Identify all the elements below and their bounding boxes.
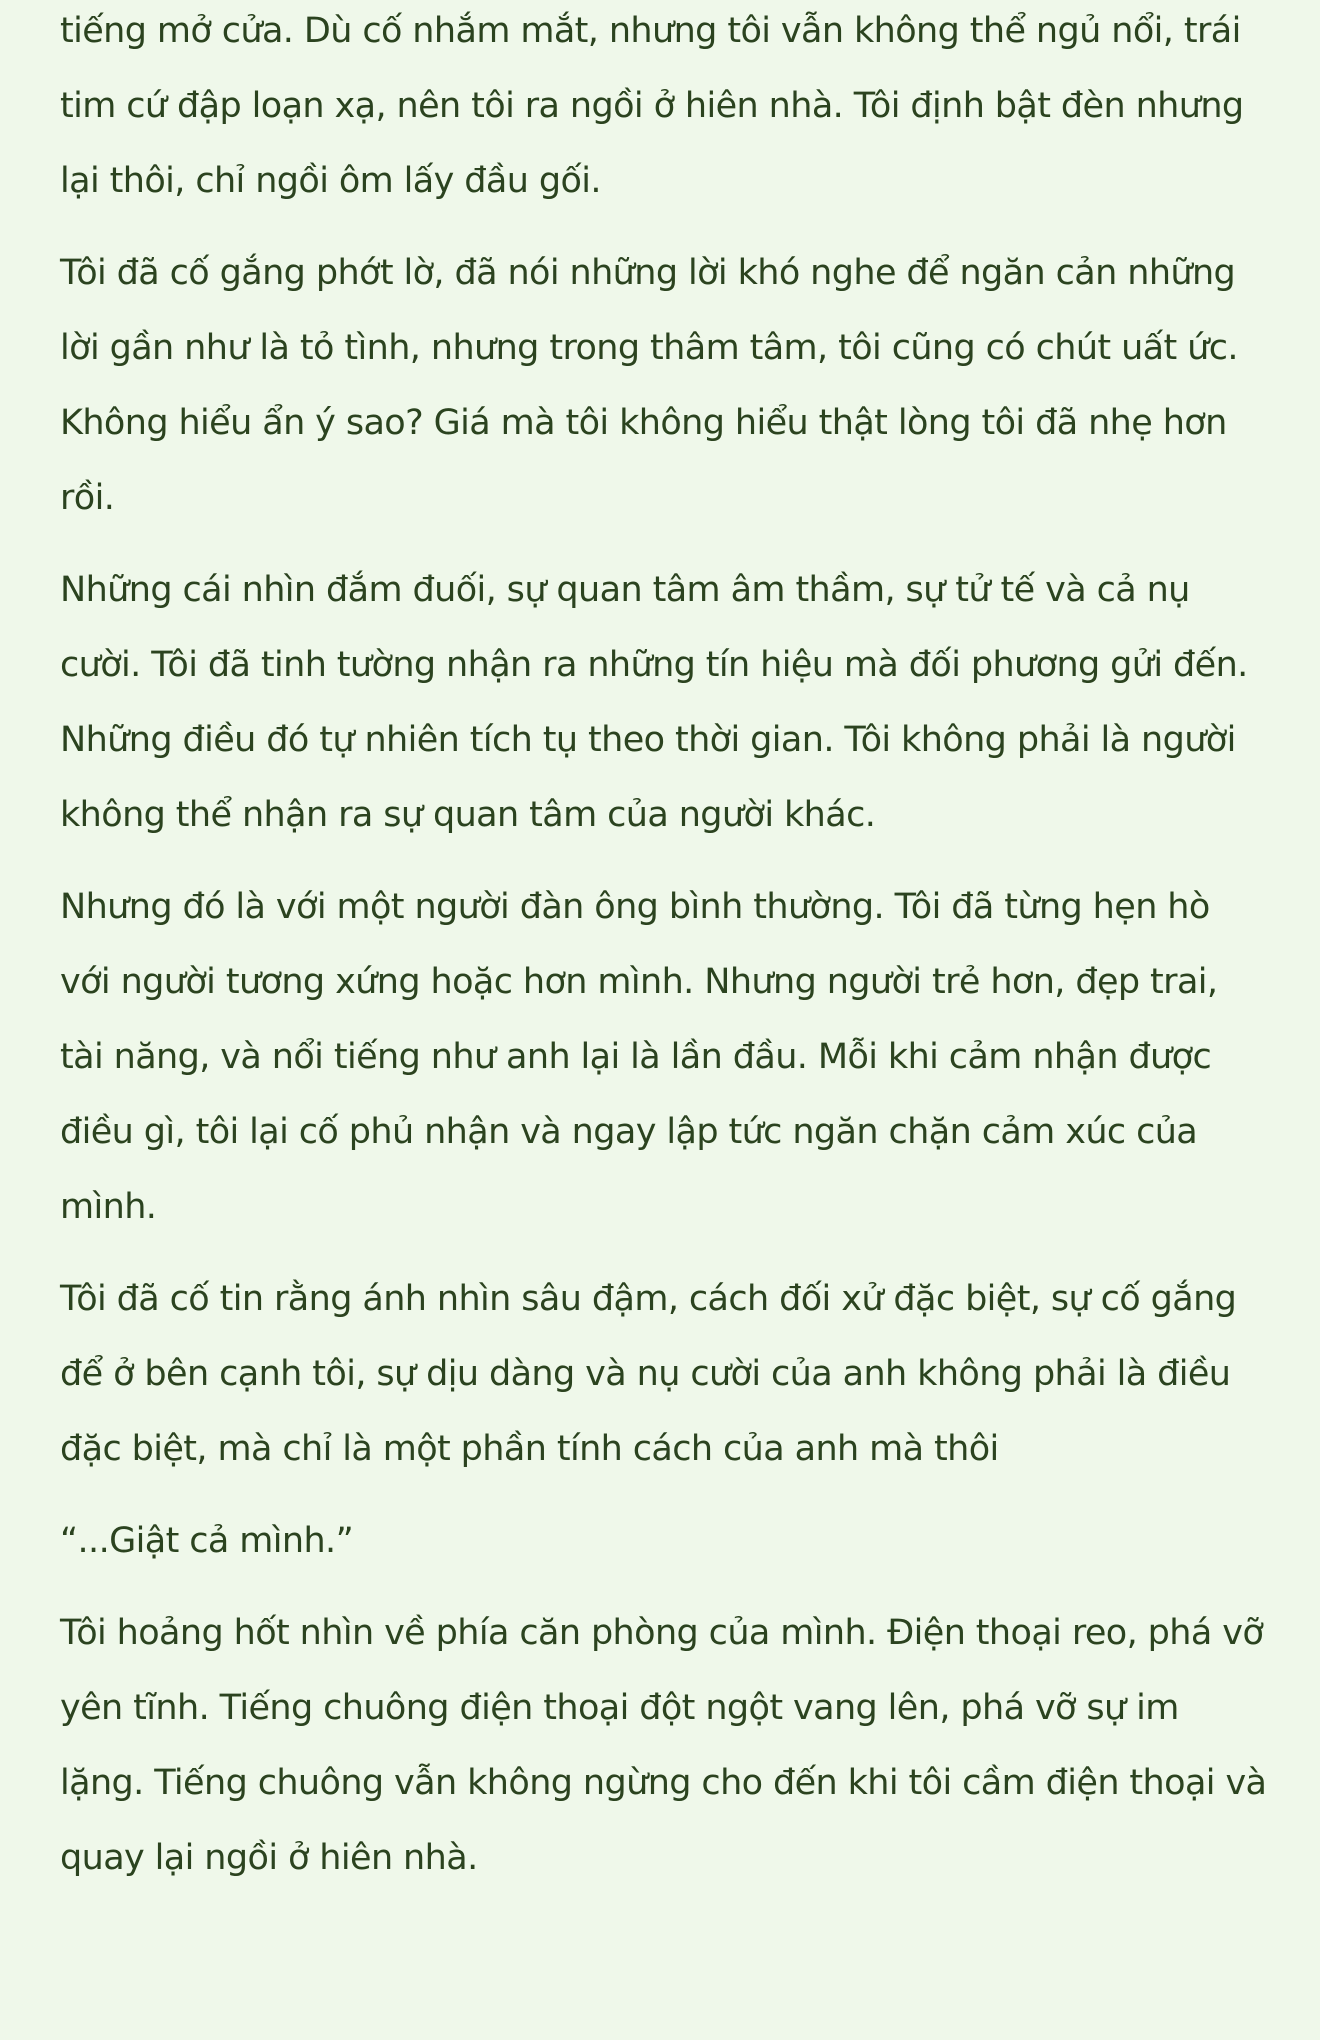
paragraph-7: Tôi hoảng hốt nhìn về phía căn phòng của mình. Điện thoại reo, phá vỡ yên tĩnh. Tiếng chuông điện thoại đột ngột vang lên, phá vỡ sự im lặng. Tiếng chuông vẫn không ngừng cho đến khi tôi cầm điện thoại và quay lại ngồi ở hiên nhà. [60, 1613, 1267, 1878]
paragraph-1: tiếng mở cửa. Dù cố nhắm mắt, nhưng tôi vẫn không thể ngủ nổi, trái tim cứ đập loạn xạ, nên tôi ra ngồi ở hiên nhà. Tôi định bật đèn nhưng lại thôi, chỉ ngồi ôm lấy đầu gối. [60, 11, 1244, 201]
paragraph-5: Tôi đã cố tin rằng ánh nhìn sâu đậm, cách đối xử đặc biệt, sự cố gắng để ở bên cạnh tôi, sự dịu dàng và nụ cười của anh không phải là điều đặc biệt, mà chỉ là một phần tính cách của anh mà thôi [60, 1279, 1237, 1469]
paragraph-2: Tôi đã cố gắng phớt lờ, đã nói những lời khó nghe để ngăn cản những lời gần như là tỏ tình, nhưng trong thâm tâm, tôi cũng có chút uất ức. Không hiểu ẩn ý sao? Giá mà tôi không hiểu thật lòng tôi đã nhẹ hơn rồi. [60, 253, 1238, 518]
paragraph-3: Những cái nhìn đắm đuối, sự quan tâm âm thầm, sự tử tế và cả nụ cười. Tôi đã tinh tường nhận ra những tín hiệu mà đối phương gửi đến. Những điều đó tự nhiên tích tụ theo thời gian. Tôi không phải là người không thể nhận ra sự quan tâm của người khác. [60, 570, 1248, 835]
paragraph-6-dialogue: “...Giật cả mình.” [60, 1521, 354, 1561]
paragraph-4: Nhưng đó là với một người đàn ông bình thường. Tôi đã từng hẹn hò với người tương xứng hoặc hơn mình. Nhưng người trẻ hơn, đẹp trai, tài năng, và nổi tiếng như anh lại là lần đầu. Mỗi khi cảm nhận được điều gì, tôi lại cố phủ nhận và ngay lập tức ngăn chặn cảm xúc của mình. [60, 887, 1218, 1227]
article-body [60, 0, 1270, 1913]
